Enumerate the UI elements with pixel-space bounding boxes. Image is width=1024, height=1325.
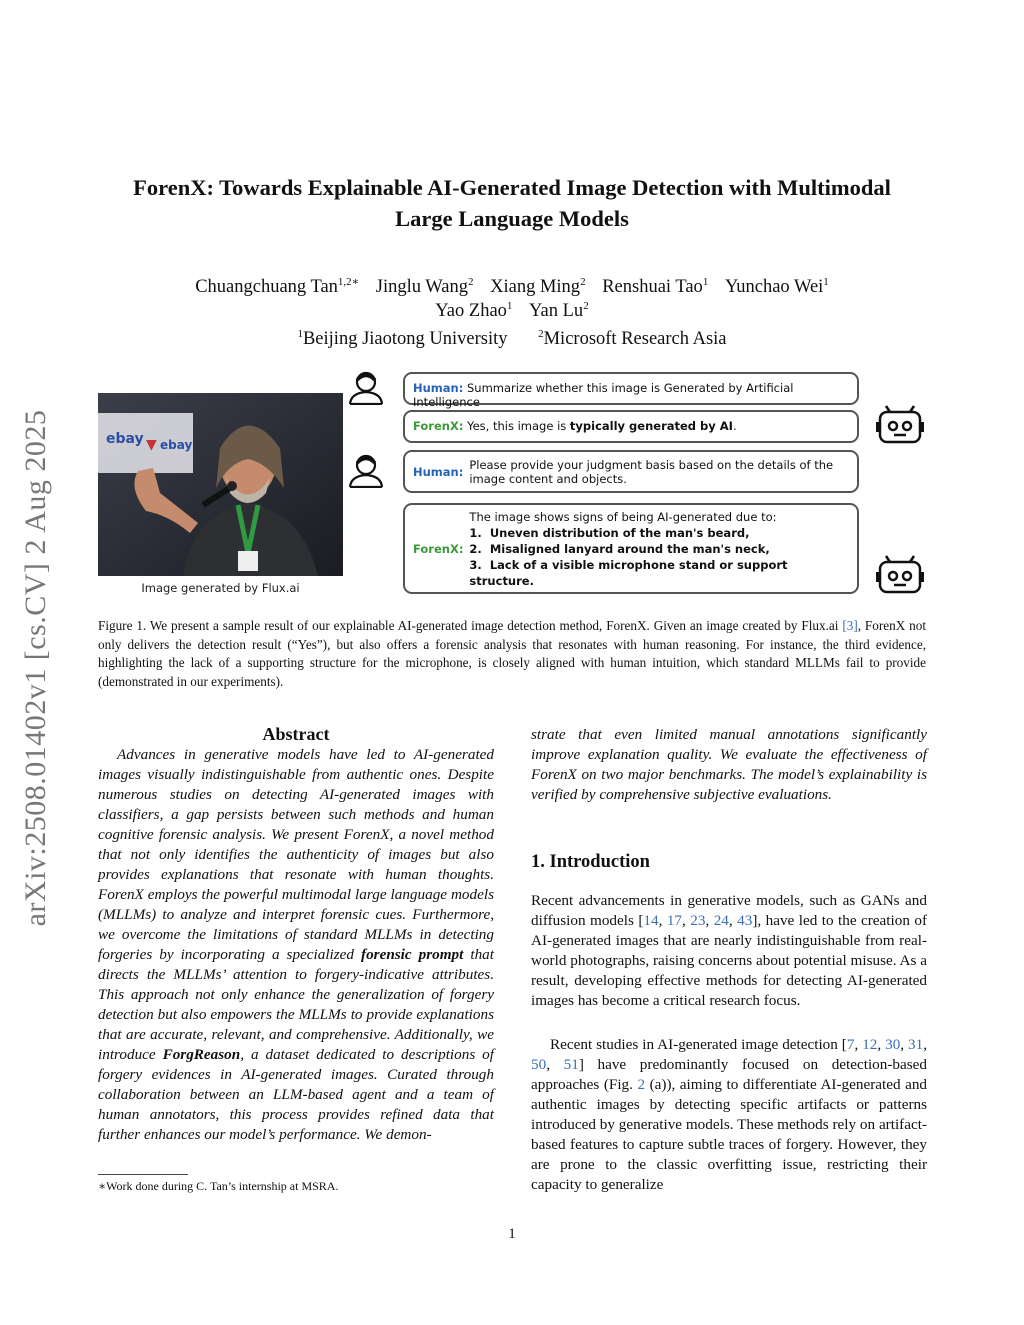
abstract-heading: Abstract bbox=[262, 724, 330, 744]
citation-link[interactable]: 31 bbox=[908, 1036, 924, 1053]
human-avatar-icon bbox=[347, 371, 385, 405]
answer-text: The image shows signs of being AI-generated due to: 1. Uneven distribution of the man's beard, 2. Misaligned lanyard around the man's neck, 3. Lack of a visible microphone stand or support structure. bbox=[469, 509, 849, 589]
human-avatar-icon bbox=[347, 454, 385, 488]
figure-caption: Figure 1. We present a sample result of our explainable AI-generated image detection method, ForenX. Given an image created by Flux.ai [3], ForenX not only delivers the detection result (“Yes”), but also offers a forensic analysis that resonates with human reasoning. For instance, the third evidence, highlighting the lack of a supporting structure for the microphone, is closely aligned with human intuition, which standard MLLMs fail to provide (demonstrated in our experiments). bbox=[98, 618, 926, 689]
citation-link[interactable]: 14 bbox=[643, 912, 659, 929]
citation-link[interactable]: 50 bbox=[531, 1056, 547, 1073]
title-line-2: Large Language Models bbox=[395, 206, 629, 231]
author: Yao Zhao$^1$ bbox=[435, 300, 513, 322]
author: Yan Lu$^2$ bbox=[529, 300, 589, 322]
author: Chuangchuang Tan$^{1,2∗}$ bbox=[195, 276, 360, 298]
evidence-item: 1. Uneven distribution of the man's beard, bbox=[469, 525, 750, 540]
citation-link[interactable]: 30 bbox=[885, 1036, 901, 1053]
figure-reference-link[interactable]: 2 bbox=[637, 1076, 646, 1093]
evidence-item: 2. Misaligned lanyard around the man's neck, bbox=[469, 541, 770, 556]
affiliation: $^1$Beijing Jiaotong University bbox=[297, 328, 508, 350]
intro-paragraph-2: Recent studies in AI-generated image detection [7, 12, 30, 31, 50, 51] have predominantly focused on detection-based approaches (Fig. 2 (a)), aiming to differentiate AI-generated and authentic images by detecting specific artifacts or patterns introduced by generative models. These methods rely on artifact-based features to capture subtle traces of forgery. However, they are prone to the classic overfitting issue, restricting their capacity to generalize bbox=[531, 1036, 928, 1193]
intro-heading: 1. Introduction bbox=[531, 852, 650, 872]
paper-title bbox=[60, 172, 964, 234]
citation-link[interactable]: [3] bbox=[842, 618, 858, 633]
svg-text:▼: ▼ bbox=[146, 437, 157, 453]
author: Jinglu Wang$^2$ bbox=[375, 276, 474, 298]
author: Yunchao Wei$^1$ bbox=[724, 276, 829, 298]
speaker-photo-illustration bbox=[98, 393, 343, 576]
intro-paragraph-1: Recent advancements in generative models, such as GANs and diffusion models [14, 17, 23, 24, 43], have led to the creation of AI-generated images that are nearly indistinguishable from real-world photographs, raising concerns about potential misuse. As a result, developing effective methods for detecting AI-generated images has become a critical research focus. bbox=[531, 892, 928, 1009]
robot-avatar-icon bbox=[876, 554, 924, 594]
answer-text: Yes, this image is typically generated by AI. bbox=[467, 419, 737, 433]
svg-text:ebay: ebay bbox=[160, 438, 193, 452]
forenx-label: ForenX: bbox=[413, 541, 464, 556]
human-question-1 bbox=[403, 372, 859, 409]
author: Xiang Ming$^2$ bbox=[490, 276, 586, 298]
human-label: Human: bbox=[413, 381, 464, 395]
citation-link[interactable]: 17 bbox=[666, 912, 683, 929]
robot-avatar-icon bbox=[876, 404, 924, 444]
affiliation: $^2$Microsoft Research Asia bbox=[538, 328, 727, 350]
svg-text:ebay: ebay bbox=[106, 431, 144, 447]
citation-link[interactable]: 43 bbox=[737, 912, 753, 929]
photo-caption: Image generated by Flux.ai bbox=[141, 581, 300, 595]
arxiv-stamp: arXiv:2508.01402v1 [cs.CV] 2 Aug 2025 bbox=[19, 409, 52, 927]
affiliations bbox=[60, 322, 964, 351]
citation-link[interactable]: 12 bbox=[862, 1036, 878, 1053]
author: Renshuai Tao$^1$ bbox=[602, 276, 709, 298]
forenx-answer-2 bbox=[403, 503, 859, 594]
question-text: Summarize whether this image is Generated by Artificial Intelligence bbox=[413, 381, 794, 409]
authors-row-2 bbox=[60, 294, 964, 323]
footnote-divider bbox=[98, 1174, 188, 1175]
abstract-body: Advances in generative models have led to AI-generated images visually indistinguishable from authentic ones. Despite numerous studies on detecting AI-generated images with classifiers, a gap persists between such methods and human cognitive forensic analysis. We present ForenX, a novel method that not only identifies the authenticity of images but also provides explanations that resonate with human thoughts. ForenX employs the powerful multimodal large language models (MLLMs) to analyze and interpret forensic cues. Furthermore, we overcome the limitations of standard MLLMs in detecting forgeries by incorporating a specialized forensic prompt that directs the MLLMs’ attention to forgery-indicative attributes. This approach not only enhance the generalization of forgery detection but also empowers the MLLMs to provide explanations that are accurate, relevant, and comprehensive. Additionally, we introduce ForgReason, a dataset dedicated to descriptions of forgery evidences in AI-generated images. Curated through collaboration between an LLM-based agent and a team of human annotators, this process provides refined data that further enhances our model’s performance. We demon- bbox=[98, 746, 494, 1143]
abstract-body-continued: strate that even limited manual annotations significantly improve explanation quality. We evaluate the effectiveness of ForenX on two major benchmarks. The model’s explainability is verified by comprehensive subjective evaluations. bbox=[531, 726, 927, 803]
page-number: 1 bbox=[508, 1226, 516, 1242]
human-label: Human: bbox=[413, 464, 464, 479]
evidence-item: 3. Lack of a visible microphone stand or support structure. bbox=[469, 557, 788, 588]
citation-link[interactable]: 51 bbox=[563, 1056, 579, 1073]
human-question-2 bbox=[403, 450, 859, 493]
question-text: Please provide your judgment basis based on the details of the image content and objects. bbox=[469, 457, 834, 486]
forenx-label: ForenX: bbox=[413, 419, 464, 433]
citation-link[interactable]: 23 bbox=[690, 912, 706, 929]
citation-link[interactable]: 7 bbox=[846, 1036, 855, 1053]
forenx-answer-1 bbox=[403, 410, 859, 443]
footnote: ∗Work done during C. Tan’s internship at MSRA. bbox=[98, 1179, 339, 1193]
figure-photo bbox=[98, 393, 343, 576]
title-line-1: ForenX: Towards Explainable AI-Generated Image Detection with Multimodal bbox=[133, 175, 891, 200]
citation-link[interactable]: 24 bbox=[713, 912, 729, 929]
